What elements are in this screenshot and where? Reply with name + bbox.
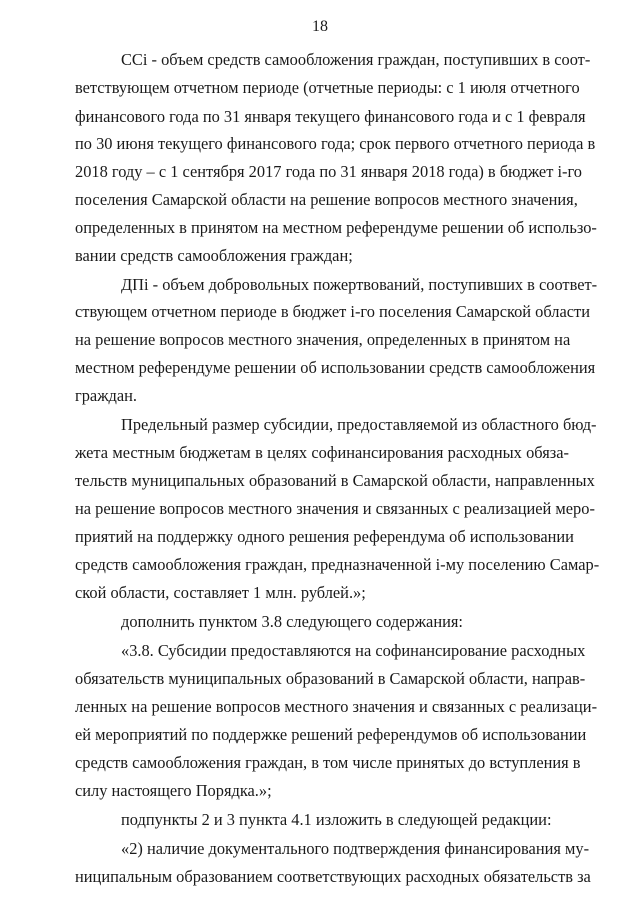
page-number: 18 xyxy=(312,18,328,35)
text-line: средств самообложения граждан, предназначенной і-му поселению Самар- xyxy=(75,555,600,574)
text-line: ССі - объем средств самообложения граждан, поступивших в соот- xyxy=(121,50,591,69)
text-line: подпункты 2 и 3 пункта 4.1 изложить в следующей редакции: xyxy=(121,810,552,829)
text-line: Предельный размер субсидии, предоставляемой из областного бюд- xyxy=(121,415,597,434)
text-line: силу настоящего Порядка.»; xyxy=(75,781,272,800)
text-line: по 30 июня текущего финансового года; срок первого отчетного периода в xyxy=(75,134,596,153)
text-line: граждан. xyxy=(75,386,138,405)
text-line: ветствующем отчетном периоде (отчетные периоды: с 1 июля отчетного xyxy=(75,78,580,97)
text-line: ниципальным образованием соответствующих расходных обязательств за xyxy=(75,867,591,886)
text-line: поселения Самарской области на решение вопросов местного значения, xyxy=(75,190,578,209)
text-line: жета местным бюджетам в целях софинансирования расходных обяза- xyxy=(75,443,569,462)
text-line: ленных на решение вопросов местного значения и связанных с реализаци- xyxy=(75,697,598,716)
text-line: дополнить пунктом 3.8 следующего содержания: xyxy=(121,612,463,631)
text-line: ДПі - объем добровольных пожертвований, поступивших в соответ- xyxy=(121,275,598,294)
text-line: ской области, составляет 1 млн. рублей.»; xyxy=(75,583,366,602)
text-line: «2) наличие документального подтверждения финансирования му- xyxy=(121,839,590,858)
text-line: на решение вопросов местного значения, определенных в принятом на xyxy=(75,330,571,349)
text-line: тельств муниципальных образований в Самарской области, направленных xyxy=(75,471,595,490)
text-line: вании средств самообложения граждан; xyxy=(75,246,353,265)
text-line: 2018 году – с 1 сентября 2017 года по 31 января 2018 года) в бюджет і-го xyxy=(75,162,582,181)
text-line: финансового года по 31 января текущего финансового года и с 1 февраля xyxy=(75,107,586,126)
text-line: ей мероприятий по поддержке решений референдумов об использовании xyxy=(75,725,587,744)
text-line: обязательств муниципальных образований в Самарской области, направ- xyxy=(75,669,586,688)
text-line: ствующем отчетном периоде в бюджет і-го поселения Самарской области xyxy=(75,302,590,321)
text-line: местном референдуме решении об использовании средств самообложения xyxy=(75,358,596,377)
text-line: «3.8. Субсидии предоставляются на софинансирование расходных xyxy=(121,641,586,660)
text-line: на решение вопросов местного значения и связанных с реализацией меро- xyxy=(75,499,595,518)
text-line: приятий на поддержку одного решения референдума об использовании xyxy=(75,527,574,546)
text-line: средств самообложения граждан, в том числе принятых до вступления в xyxy=(75,753,581,772)
text-line: определенных в принятом на местном референдуме решении об использо- xyxy=(75,218,597,237)
